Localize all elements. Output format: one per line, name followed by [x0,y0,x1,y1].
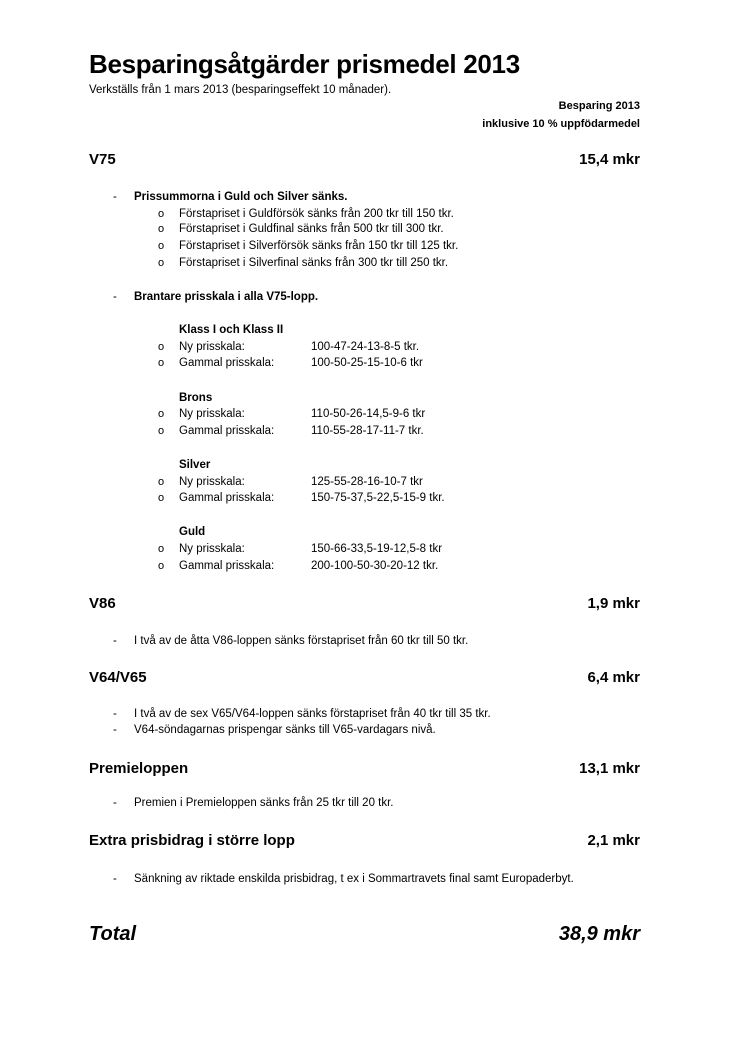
section-v75-amount: 15,4 mkr [579,151,640,168]
prisskala-class-name: Silver [179,459,211,471]
dash-marker: - [113,873,117,885]
bullet-marker: o [158,357,165,369]
bullet-marker: o [158,408,165,420]
section-extra-prisbidrag [89,831,640,851]
section-extra-amount: 2,1 mkr [587,832,640,849]
prisskala-class-name: Klass I och Klass II [179,324,284,336]
bullet-marker: o [158,223,165,235]
dash-marker: - [113,708,117,720]
v75-item1-sub: Förstapriset i Silverfinal sänks från 300 tkr till 250 tkr. [179,257,449,269]
v75-item1-sub: Förstapriset i Guldförsök sänks från 200 tkr till 150 tkr. [179,208,454,220]
v75-item2-text: Brantare prisskala i alla V75-lopp. [134,291,319,303]
old-scale-value: 110-55-28-17-11-7 tkr. [311,425,424,437]
section-v75-heading: V75 [89,151,116,168]
old-scale-label: Gammal prisskala: [179,560,275,572]
new-scale-value: 125-55-28-16-10-7 tkr [311,476,423,488]
new-scale-value: 100-47-24-13-8-5 tkr. [311,341,420,353]
new-scale-label: Ny prisskala: [179,543,245,555]
total-amount: 38,9 mkr [558,923,640,945]
new-scale-label: Ny prisskala: [179,476,245,488]
old-scale-label: Gammal prisskala: [179,357,275,369]
bullet-marker: o [158,257,165,269]
section-v64 [89,668,640,688]
section-extra-heading: Extra prisbidrag i större lopp [89,832,295,849]
bullet-marker: o [158,425,165,437]
section-v86-heading: V86 [89,595,116,612]
document-subtitle: Verkställs från 1 mars 2013 (besparingseffekt 10 månader). [89,84,392,96]
bullet-marker: o [158,543,165,555]
old-scale-value: 150-75-37,5-22,5-15-9 tkr. [311,492,445,504]
section-v86 [89,594,640,614]
prisskala-class-name: Brons [179,392,213,404]
new-scale-label: Ny prisskala: [179,408,245,420]
new-scale-value: 150-66-33,5-19-12,5-8 tkr [311,543,443,555]
v75-item1-text: Prissummorna i Guld och Silver sänks. [134,191,348,203]
section-v75 [89,150,640,170]
bullet-marker: o [158,240,165,252]
premie-item-text: Premien i Premieloppen sänks från 25 tkr till 20 tkr. [134,797,394,809]
old-scale-value: 200-100-50-30-20-12 tkr. [311,560,439,572]
prisskala-class-name: Guld [179,526,206,538]
dash-marker: - [113,291,117,303]
v75-item1-sub: Förstapriset i Silverförsök sänks från 150 tkr till 125 tkr. [179,240,459,252]
old-scale-label: Gammal prisskala: [179,492,275,504]
section-premieloppen-amount: 13,1 mkr [579,760,640,777]
column-header-line2: inklusive 10 % uppfödarmedel [482,118,640,130]
bullet-marker: o [158,560,165,572]
dash-marker: - [113,635,117,647]
dash-marker: - [113,724,117,736]
bullet-marker: o [158,341,165,353]
bullet-marker: o [158,208,165,220]
old-scale-value: 100-50-25-15-10-6 tkr [311,357,423,369]
total-label: Total [89,923,137,945]
bullet-marker: o [158,476,165,488]
old-scale-label: Gammal prisskala: [179,425,275,437]
section-v86-amount: 1,9 mkr [587,595,640,612]
total-row [89,921,640,947]
new-scale-value: 110-50-26-14,5-9-6 tkr [311,408,426,420]
column-header-line1: Besparing 2013 [558,100,640,112]
v86-item-text: I två av de åtta V86-loppen sänks förstapriset från 60 tkr till 50 tkr. [134,635,469,647]
extra-item-text: Sänkning av riktade enskilda prisbidrag, t ex i Sommartravets final samt Europaderbyt. [134,873,574,885]
bullet-marker: o [158,492,165,504]
dash-marker: - [113,191,117,203]
document-title: Besparingsåtgärder prismedel 2013 [89,49,520,79]
new-scale-label: Ny prisskala: [179,341,245,353]
v64-item-text: I två av de sex V65/V64-loppen sänks förstapriset från 40 tkr till 35 tkr. [134,708,491,720]
dash-marker: - [113,797,117,809]
v75-item1-sub: Förstapriset i Guldfinal sänks från 500 tkr till 300 tkr. [179,223,444,235]
section-premieloppen [89,759,640,779]
section-premieloppen-heading: Premieloppen [89,760,189,777]
v64-item-text: V64-söndagarnas prispengar sänks till V65-vardagars nivå. [134,724,436,736]
section-v64-amount: 6,4 mkr [587,669,640,686]
section-v64-heading: V64/V65 [89,669,147,686]
document-page [89,0,640,1056]
